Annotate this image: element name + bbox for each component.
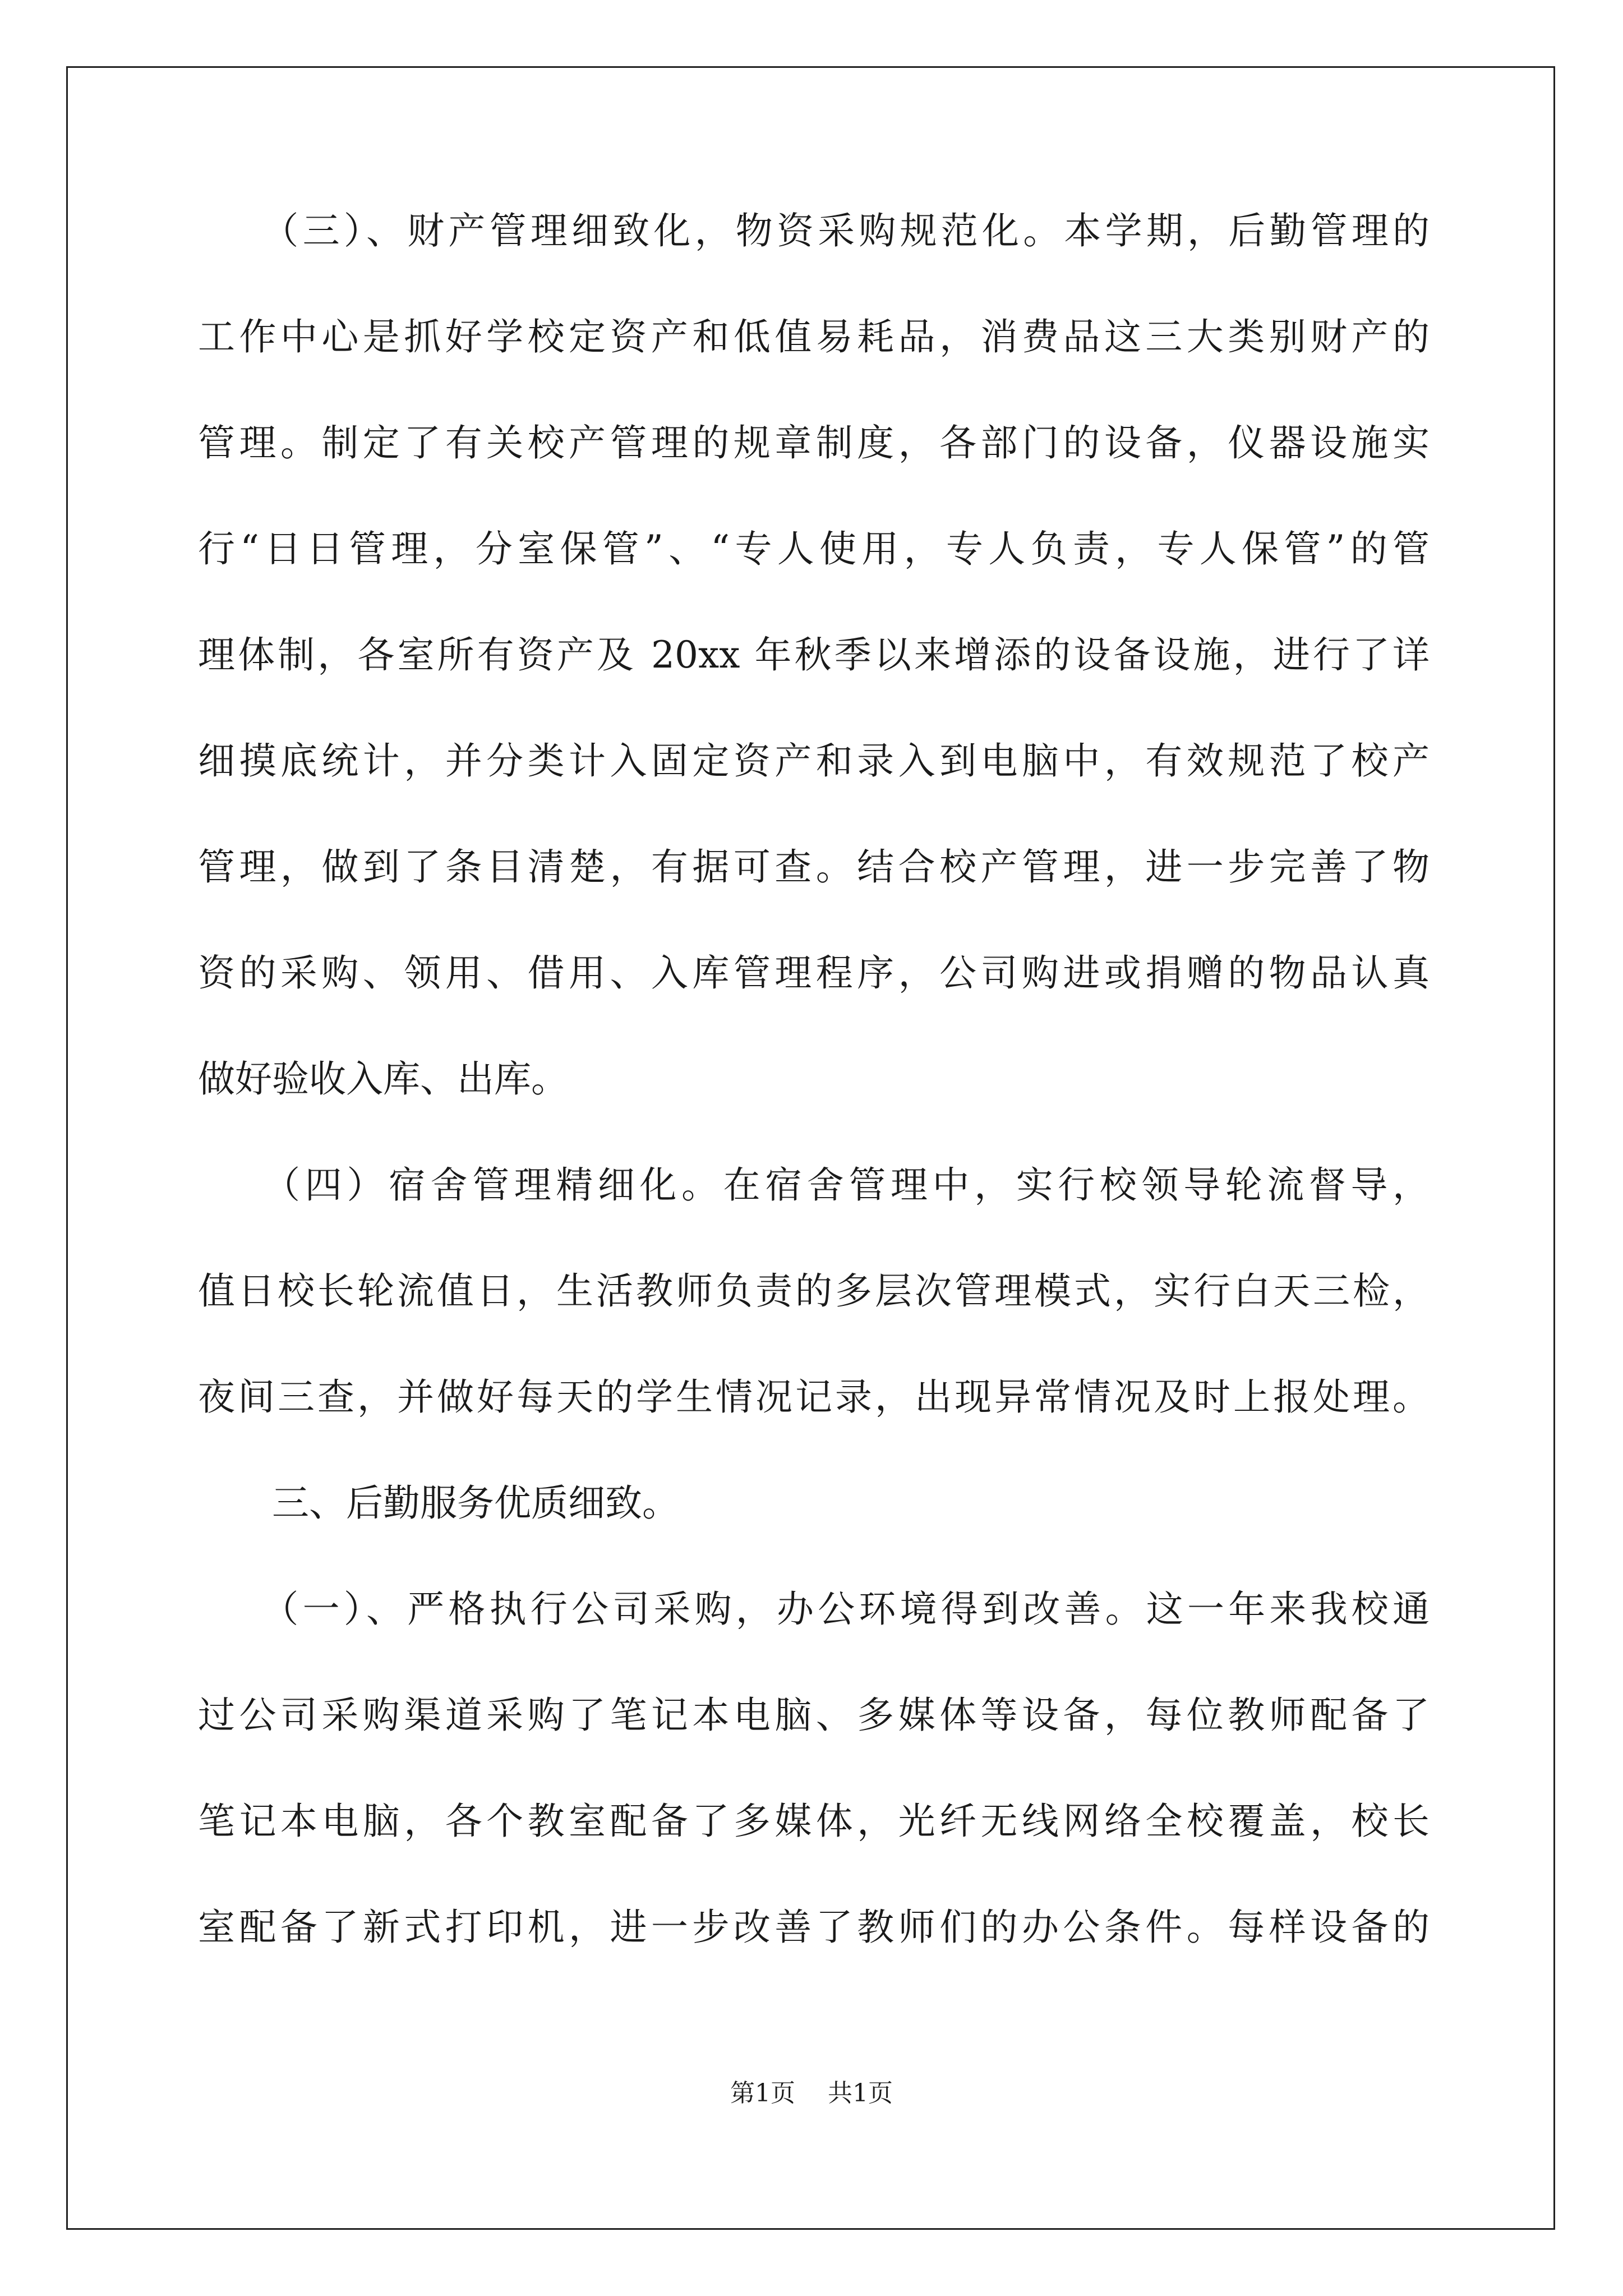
text-line: （四）宿舍管理精细化。在宿舍管理中，实行校领导轮流督导，	[198, 1163, 1430, 1207]
page-footer: 第1页 共1页	[730, 2079, 893, 2108]
text-line: 管理。制定了有关校产管理的规章制度，各部门的设备，仪器设施实	[198, 421, 1430, 464]
document-body	[198, 210, 1430, 2012]
text-line: （三）、财产管理细致化，物资采购规范化。本学期，后勤管理的	[198, 209, 1430, 252]
text-line: 笔记本电脑，各个教室配备了多媒体，光纤无线网络全校覆盖，校长	[198, 1800, 1430, 1843]
text-line: 值日校长轮流值日，生活教师负责的多层次管理模式，实行白天三检，	[198, 1269, 1430, 1313]
text-line: （一）、严格执行公司采购，办公环境得到改善。这一年来我校通	[198, 1588, 1430, 1631]
text-line: 工作中心是抓好学校定资产和低值易耗品，消费品这三大类别财产的	[198, 315, 1430, 358]
section-heading: 三、后勤服务优质细致。	[198, 1481, 679, 1525]
text-line: 管理，做到了条目清楚，有据可查。结合校产管理，进一步完善了物	[198, 845, 1430, 889]
text-line: 资的采购、领用、借用、入库管理程序，公司购进或捐赠的物品认真	[198, 951, 1430, 995]
text-line: 过公司采购渠道采购了笔记本电脑、多媒体等设备，每位教师配备了	[198, 1694, 1430, 1737]
text-line: 夜间三查，并做好每天的学生情况记录，出现异常情况及时上报处理。	[198, 1375, 1430, 1419]
text-line: 行“日日管理，分室保管”、“专人使用，专人负责，专人保管”的管	[198, 527, 1430, 570]
text-line: 做好验收入库、出库。	[198, 1057, 568, 1101]
text-line: 理体制，各室所有资产及 20xx 年秋季以来增添的设备设施，进行了详	[198, 633, 1430, 677]
text-line: 细摸底统计，并分类计入固定资产和录入到电脑中，有效规范了校产	[198, 739, 1430, 783]
text-line: 室配备了新式打印机，进一步改善了教师们的办公条件。每样设备的	[198, 1906, 1430, 1949]
